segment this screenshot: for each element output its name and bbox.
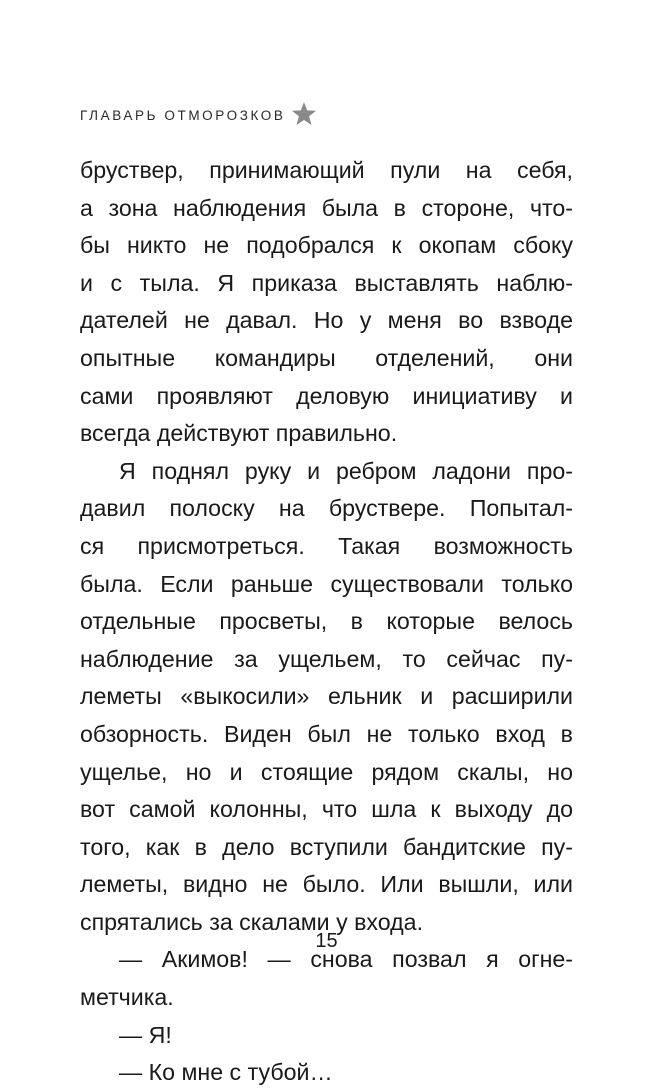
text-line: метчика.: [80, 984, 174, 1011]
text-line: давил полоску на бруствере. Попытал-: [80, 495, 573, 522]
text-line: леметы «выкосили» ельник и расширили: [80, 683, 573, 710]
page-number: 15: [315, 930, 338, 952]
text-line: обзорность. Виден был не только вход в: [80, 720, 573, 747]
text-line: сами проявляют деловую инициативу и: [80, 382, 573, 409]
text-line: леметы, видно не было. Или вышли, или: [80, 871, 573, 898]
text-line: того, как в дело вступили бандитские пу-: [80, 833, 573, 860]
text-line: — Ко мне с тубой…: [119, 1059, 333, 1086]
text-line: опытные командиры отделений, они: [80, 344, 573, 371]
text-line: Я поднял руку и ребром ладони про-: [119, 457, 573, 484]
running-head: [80, 101, 317, 131]
text-line: наблюдение за ущельем, то сейчас пу-: [80, 645, 573, 672]
text-line: всегда действуют правильно.: [80, 420, 398, 447]
text-line: ся присмотреться. Такая возможность: [80, 532, 573, 559]
text-line: была. Если раньше существовали только: [80, 570, 573, 597]
text-line: спрятались за скалами у входа.: [80, 908, 424, 935]
text-line: — Акимов! — снова позвал я огне-: [119, 946, 573, 973]
text-line: ущелье, но и стоящие рядом скалы, но: [80, 758, 573, 785]
text-line: бруствер, принимающий пули на себя,: [80, 157, 573, 183]
text-line: вот самой колонны, что шла к выходу до: [80, 796, 573, 823]
star-icon: [291, 101, 317, 127]
text-line: дателей не давал. Но у меня во взводе: [80, 307, 573, 334]
text-line: — Я!: [119, 1021, 172, 1048]
text-line: а зона наблюдения была в стороне, что-: [80, 194, 573, 221]
running-head-title: ГЛАВАРЬ ОТМОРОЗКОВ: [80, 108, 286, 124]
text-line: отдельные просветы, в которые велось: [80, 608, 573, 635]
text-line: и с тыла. Я приказа выставлять наблю-: [80, 269, 573, 296]
text-line: бы никто не подобрался к окопам сбоку: [80, 232, 573, 259]
